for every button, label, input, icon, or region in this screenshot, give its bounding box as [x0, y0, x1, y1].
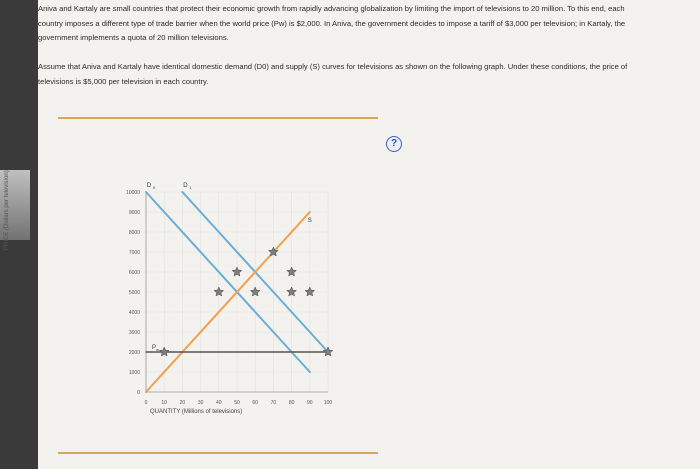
series-label-d1: D: [183, 183, 188, 189]
series-label-s: S: [307, 218, 312, 224]
x-tick-label: 10: [161, 400, 167, 406]
y-tick-label: 8000: [128, 230, 140, 236]
y-tick-label: 1000: [128, 370, 140, 376]
x-tick-label: 90: [307, 400, 313, 406]
series-label-subscript: 0: [153, 185, 156, 190]
divider-bottom: [58, 452, 378, 454]
x-tick-label: 100: [323, 400, 333, 406]
y-tick-label: 4000: [128, 310, 140, 316]
y-axis-title: PRICE (Dollars per television): [4, 170, 10, 250]
series-label-subscript: 1: [189, 185, 192, 190]
series-line-s: [146, 212, 310, 392]
problem-paragraph-1: Aniva and Kartaly are small countries that protect their economic growth from rapidly advancing globalization by limiting the import of televisions to 20 million. To this end, each country imposes a different type of trade barrier when the world price (Pw) is $2,000. In Aniva, the government decides to impose a tariff of $3,000 per television; in Kartaly, the government implements a quota of 20 million televisions.: [38, 4, 626, 42]
y-tick-label: 6000: [128, 270, 140, 276]
problem-paragraph-2: Assume that Aniva and Kartaly have identical domestic demand (D0) and supply (S) curves for televisions as shown on the following graph. Under these conditions, the price of televisions is $5,000 per television in each country.: [38, 62, 628, 86]
x-tick-label: 60: [252, 400, 258, 406]
supply-demand-chart: [108, 168, 398, 438]
x-tick-label: 20: [179, 400, 186, 406]
x-tick-label: 0: [144, 400, 148, 406]
question-mark-icon[interactable]: ?: [386, 136, 402, 152]
y-tick-label: 3000: [128, 330, 140, 336]
x-tick-label: 80: [288, 400, 295, 406]
series-line-d0: [146, 192, 310, 372]
y-tick-label: 2000: [128, 350, 140, 356]
y-tick-label: 9000: [128, 210, 140, 216]
y-tick-label: 0: [137, 390, 140, 396]
divider-top: [58, 117, 378, 119]
y-tick-label: 7000: [128, 250, 140, 256]
x-tick-label: 50: [234, 400, 240, 406]
y-tick-label: 10000: [126, 190, 140, 196]
question-page: [4, 0, 700, 469]
x-tick-label: 70: [270, 400, 277, 406]
x-tick-label: 40: [216, 400, 222, 406]
y-tick-label: 5000: [128, 290, 140, 296]
x-axis-title: QUANTITY (Millions of televisions): [150, 409, 243, 415]
series-label-pw: P: [152, 345, 157, 351]
series-label-subscript: w: [156, 347, 159, 352]
series-label-d0: D: [146, 183, 152, 189]
x-tick-label: 30: [197, 400, 204, 406]
